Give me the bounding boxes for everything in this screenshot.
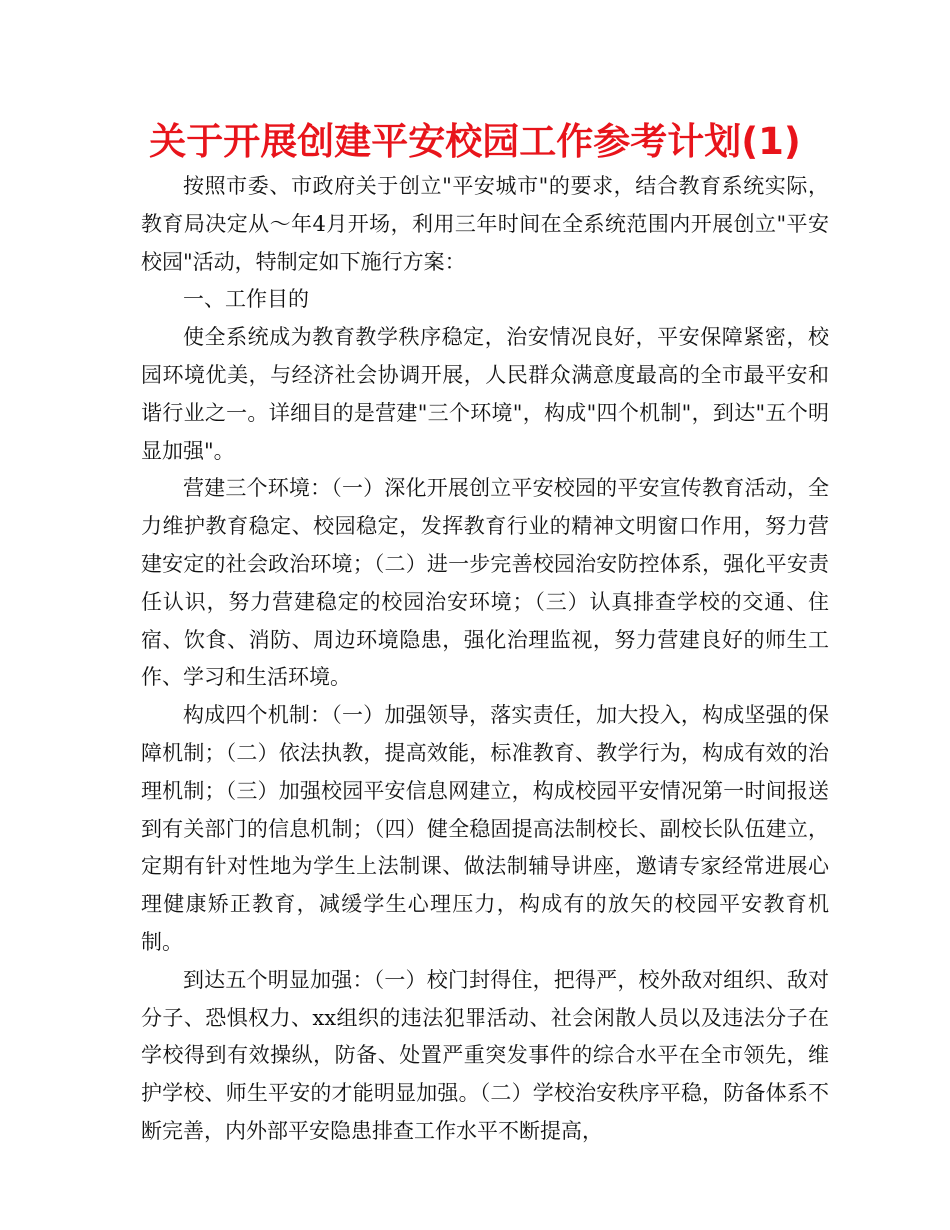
document-body	[141, 168, 829, 1151]
paragraph-three-environments: 营建三个环境：（一）深化开展创立平安校园的平安宣传教育活动，全力维护教育稳定、校园稳定，发挥教育行业的精神文明窗口作用，努力营建安定的社会政治环境；（二）进一步完善校园治安防控体系，强化平安责任认识，努力营建稳定的校园治安环境；（三）认真排查学校的交通、住宿、饮食、消防、周边环境隐患，强化治理监视，努力营建良好的师生工作、学习和生活环境。	[141, 476, 829, 690]
paragraph-four-mechanisms: 构成四个机制：（一）加强领导，落实责任，加大投入，构成坚强的保障机制；（二）依法执教，提高效能，标准教育、教学行为，构成有效的治理机制；（三）加强校园平安信息网建立，构成校园平安情况第一时间报送到有关部门的信息机制；（四）健全稳固提高法制校长、副校长队伍建立，定期有针对性地为学生上法制课、做法制辅导讲座，邀请专家经常进展心理健康矫正教育，减缓学生心理压力，构成有的放矢的校园平安教育机制。	[141, 703, 829, 954]
paragraph-intro: 按照市委、市政府关于创立"平安城市"的要求，结合教育系统实际，教育局决定从～年4月开场，利用三年时间在全系统范围内开展创立"平安校园"活动，特制定如下施行方案：	[141, 174, 829, 274]
paragraph-five-enhancements: 到达五个明显加强：（一）校门封得住，把得严，校外敌对组织、敌对分子、恐惧权力、xx组织的违法犯罪活动、社会闲散人员以及违法分子在学校得到有效操纵，防备、处置严重突发事件的综合水平在全市领先，维护学校、师生平安的才能明显加强。（二）学校治安秩序平稳，防备体系不断完善，内外部平安隐患排查工作水平不断提高，	[141, 967, 829, 1143]
paragraph-goals: 使全系统成为教育教学秩序稳定，治安情况良好，平安保障紧密，校园环境优美，与经济社会协调开展，人民群众满意度最高的全市最平安和谐行业之一。详细目的是营建"三个环境"，构成"四个机制"，到达"五个明显加强"。	[141, 325, 829, 463]
section-heading-goals: 一、工作目的	[183, 287, 309, 312]
document-title: 关于开展创建平安校园工作参考计划(1)	[149, 120, 801, 163]
